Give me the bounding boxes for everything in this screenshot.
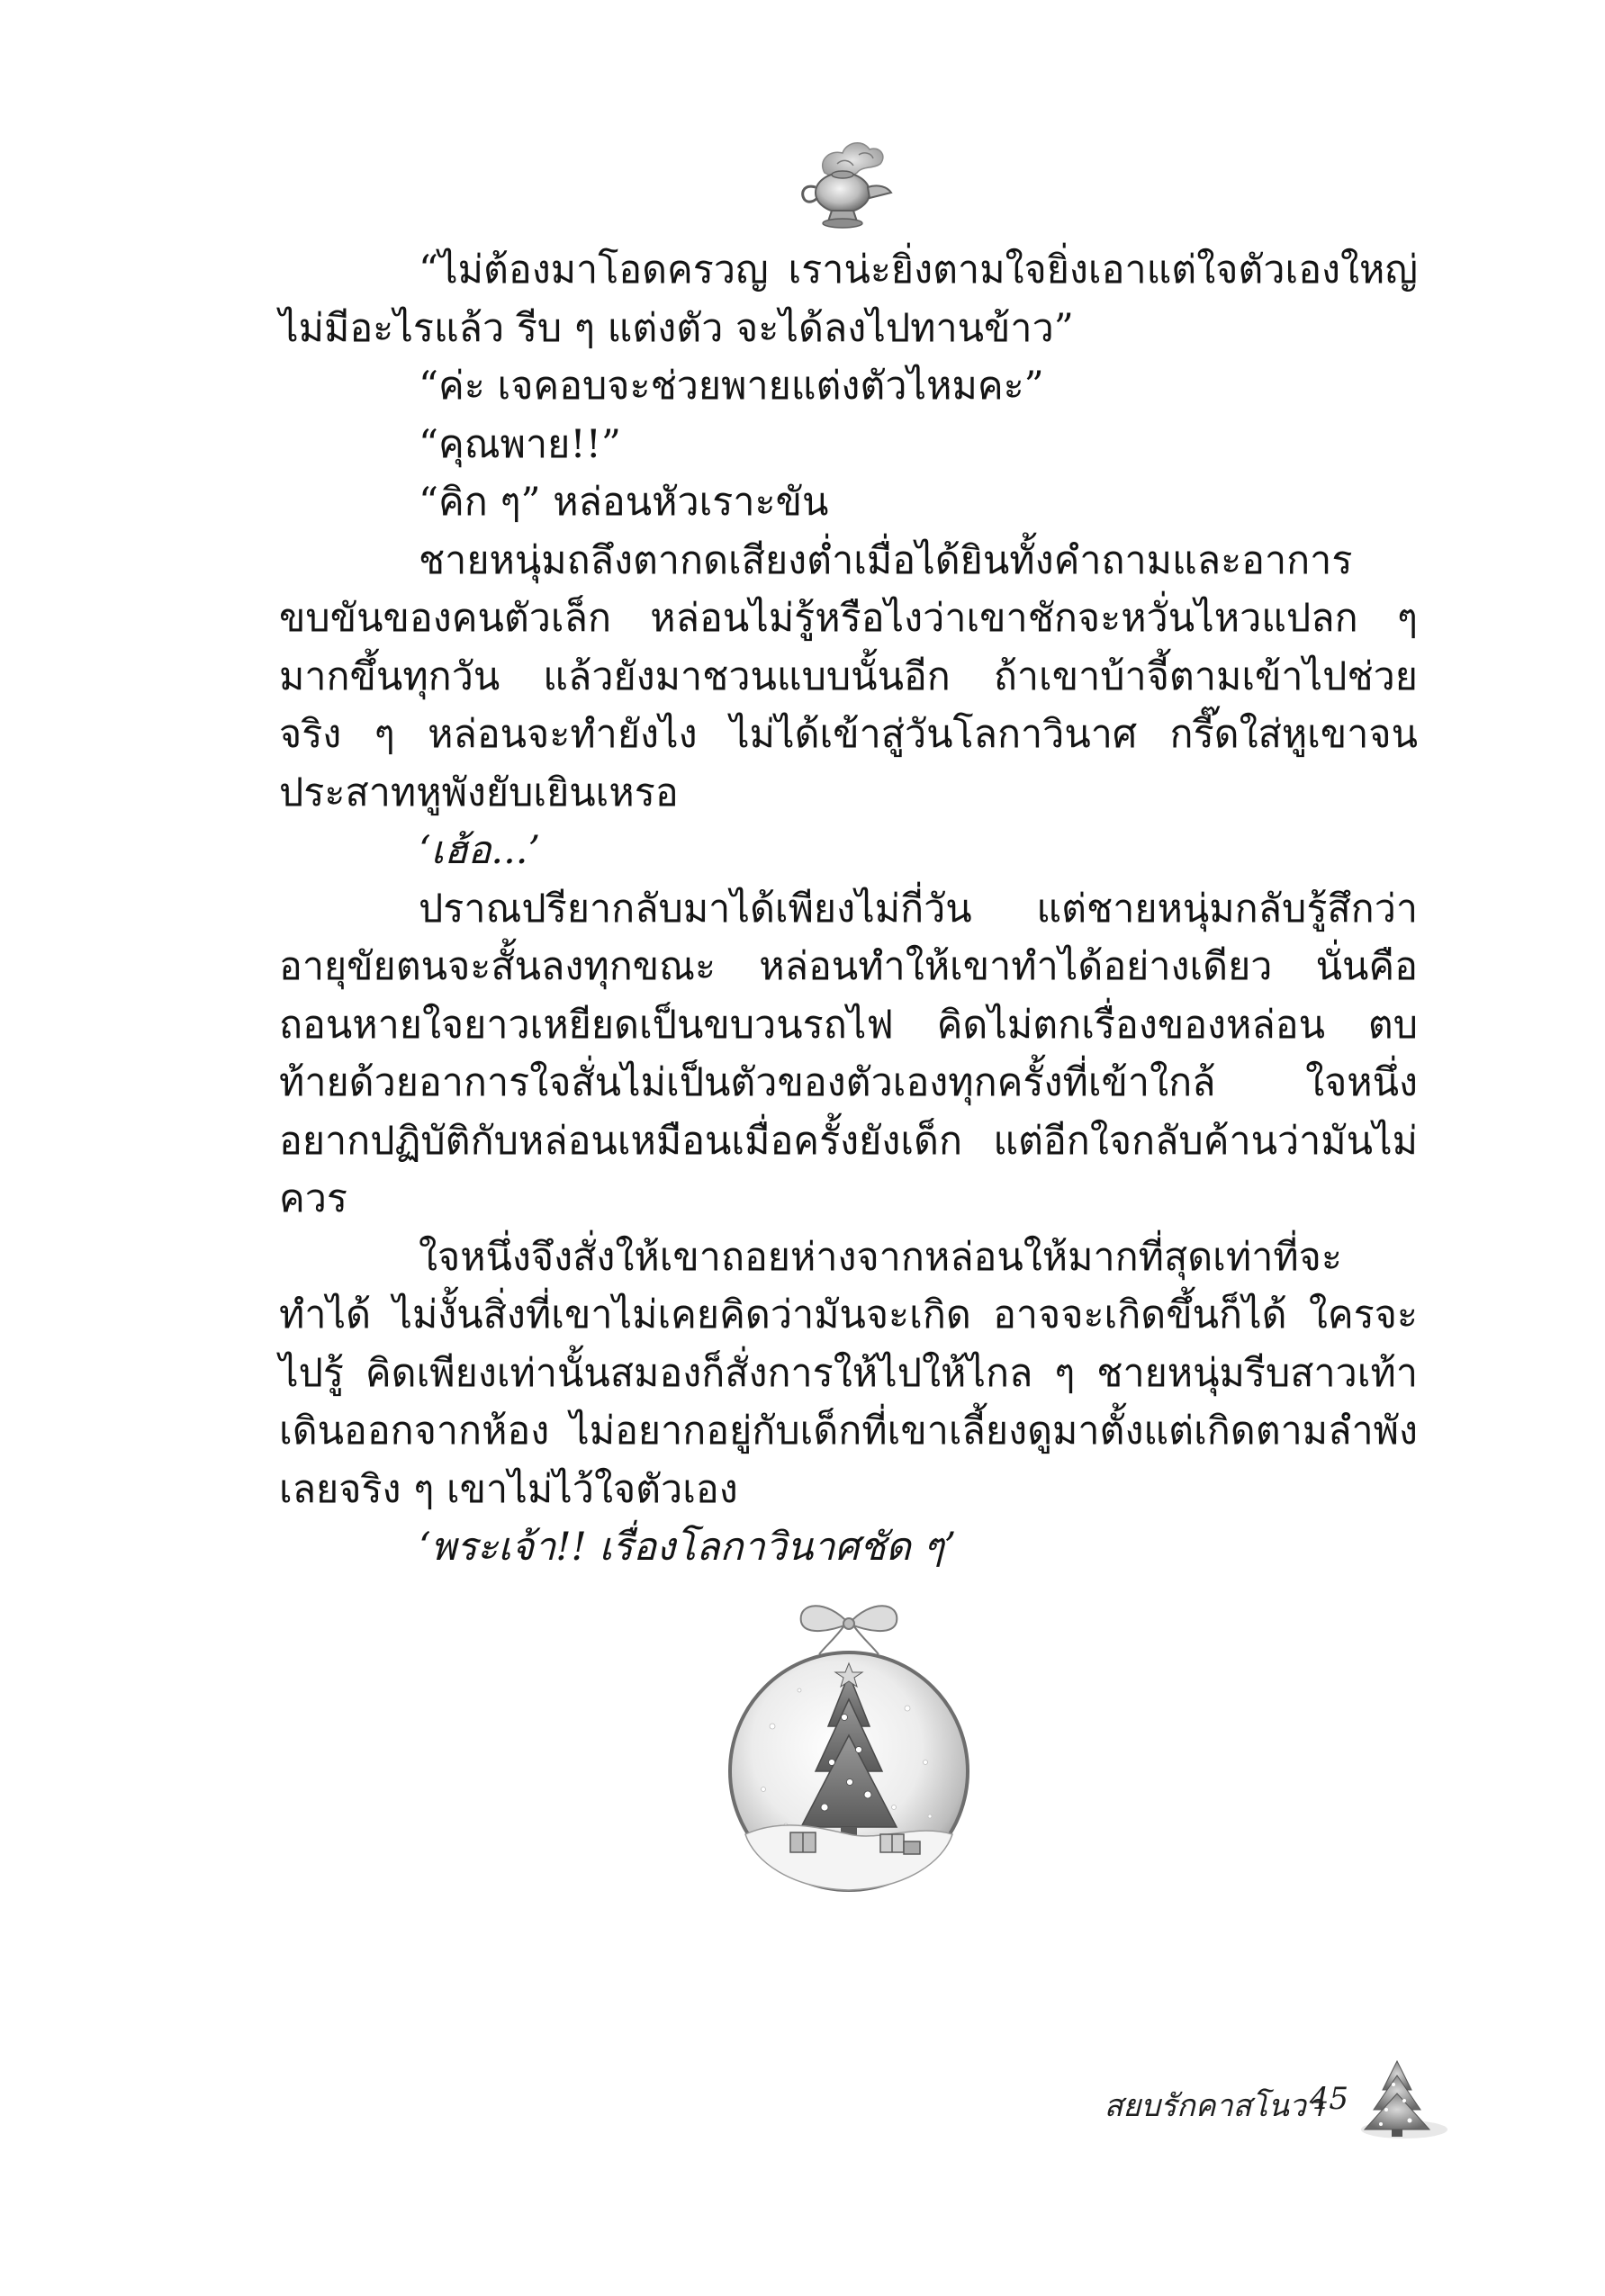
book-title: สยบรักคาสโนวา	[1104, 2088, 1323, 2124]
snow-globe-christmas-tree-icon	[700, 1591, 997, 1906]
body-text	[279, 241, 1418, 1577]
genie-lamp-icon	[790, 133, 898, 238]
paragraph: “ค่ะ เจคอบจะช่วยพายแต่งตัวไหมคะ”	[419, 364, 1044, 409]
paragraph: ใจหนึ่งจึงสั่งให้เขาถอยห่างจากหล่อนให้มากที่สุดเท่าที่จะทำได้ ไม่งั้นสิ่งที่เขาไม่เคยคิดว่ามันจะเกิด อาจจะเกิดขึ้นก็ได้ ใครจะไปรู้ คิดเพียงเท่านั้นสมองก็สั่งการให้ไปให้ไกล ๆ ชายหนุ่มรีบสาวเท้าเดินออกจากห้อง ไม่อยากอยู่กับเด็กที่เขาเลี้ยงดูมาตั้งแต่เกิดตามลำพังเลยจริง ๆ เขาไม่ไว้ใจตัวเอง	[279, 1234, 1418, 1512]
page-footer	[1062, 2054, 1449, 2153]
italic-thought: ‘พระเจ้า!! เรื่องโลกาวินาศชัด ๆ’	[419, 1525, 957, 1570]
italic-thought: ‘เฮ้อ...’	[419, 828, 541, 873]
christmas-tree-icon	[1350, 2054, 1449, 2144]
paragraph: ปราณปรียากลับมาได้เพียงไม่กี่วัน แต่ชายหนุ่มกลับรู้สึกว่าอายุขัยตนจะสั้นลงทุกขณะ หล่อนทำให้เขาทำได้อย่างเดียว นั่นคือถอนหายใจยาวเหยียดเป็นขบวนรถไฟ คิดไม่ตกเรื่องของหล่อน ตบท้ายด้วยอาการใจสั่นไม่เป็นตัวของตัวเองทุกครั้งที่เข้าใกล้ ใจหนึ่งอยากปฏิบัติกับหล่อนเหมือนเมื่อครั้งยังเด็ก แต่อีกใจกลับค้านว่ามันไม่ควร	[279, 886, 1418, 1221]
paragraph: “คิก ๆ” หล่อนหัวเราะขัน	[419, 480, 829, 525]
paragraph: “คุณพาย!!”	[419, 421, 621, 467]
paragraph: “ไม่ต้องมาโอดครวญ เราน่ะยิ่งตามใจยิ่งเอาแต่ใจตัวเองใหญ่ ไม่มีอะไรแล้ว รีบ ๆ แต่งตัว จะได้ลงไปทานข้าว”	[279, 248, 1418, 351]
page-number: 45	[1309, 2081, 1348, 2117]
paragraph: ชายหนุ่มถลึงตากดเสียงต่ำเมื่อได้ยินทั้งคำถามและอาการขบขันของคนตัวเล็ก หล่อนไม่รู้หรือไงว่าเขาชักจะหวั่นไหวแปลก ๆ มากขึ้นทุกวัน แล้วยังมาชวนแบบนั้นอีก ถ้าเขาบ้าจี้ตามเข้าไปช่วยจริง ๆ หล่อนจะทำยังไง ไม่ได้เข้าสู่วันโลกาวินาศ กรี๊ดใส่หูเขาจนประสาทหูพังยับเยินเหรอ	[279, 537, 1418, 815]
